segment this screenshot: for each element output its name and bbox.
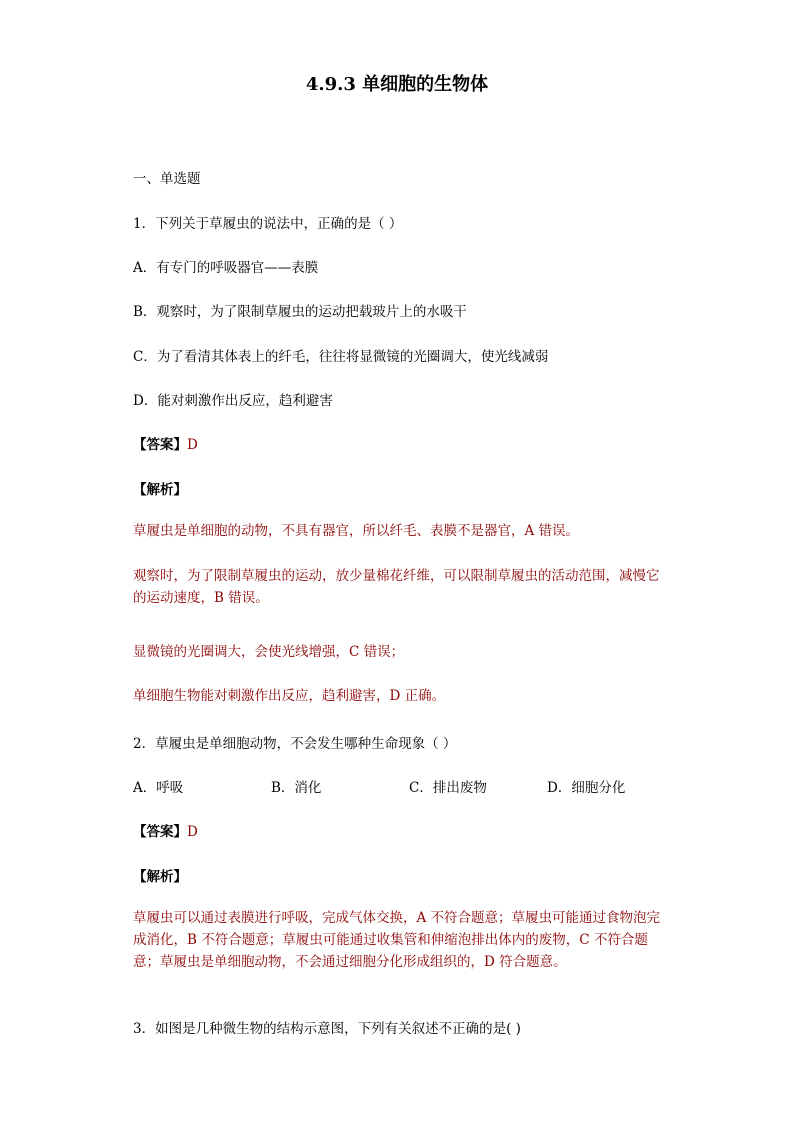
section-heading: 一、单选题 (133, 171, 201, 187)
question-2-analysis: 草履虫可以通过表膜进行呼吸，完成气体交换，A 不符合题意；草履虫可能通过食物泡完成消化，B 不符合题意；草履虫可能通过收集管和伸缩泡排出体内的废物，C 不符合题意；草履虫是单细胞动物，不会通过细胞分化形成组织的，D 符合题意。 (133, 910, 661, 970)
question-2-analysis-label: 【解析】 (133, 869, 187, 885)
answer-value: D (187, 824, 198, 840)
question-2-stem: 2．草履虫是单细胞动物，不会发生哪种生命现象（ ） (133, 736, 457, 752)
question-1-option-c: C．为了看清其体表上的纤毛，往往将显微镜的光圈调大，使光线减弱 (133, 349, 549, 365)
question-1-analysis-para-4: 单细胞生物能对刺激作出反应，趋利避害，D 正确。 (133, 688, 446, 704)
page-title: 4.9.3 单细胞的生物体 (305, 74, 489, 95)
question-1-analysis-label: 【解析】 (133, 482, 187, 498)
question-2-option-a: A．呼吸 (133, 780, 184, 796)
question-1-option-a: A．有专门的呼吸器官——表膜 (133, 260, 319, 276)
question-2-option-b: B．消化 (271, 780, 322, 796)
answer-value: D (187, 437, 198, 453)
question-1-option-b: B．观察时，为了限制草履虫的运动把载玻片上的水吸干 (133, 304, 467, 320)
question-1-stem: 1．下列关于草履虫的说法中，正确的是（ ） (133, 216, 403, 232)
question-2-option-c: C．排出废物 (409, 780, 487, 796)
question-1-analysis-para-2: 观察时，为了限制草履虫的运动，放少量棉花纤维，可以限制草履虫的活动范围，减慢它的运动速度，B 错误。 (133, 568, 660, 606)
question-1-answer (133, 433, 198, 453)
question-1-analysis-para-1: 草履虫是单细胞的动物，不具有器官，所以纤毛、表膜不是器官，A 错误。 (133, 523, 580, 539)
answer-label: 【答案】 (133, 437, 187, 453)
question-2-option-d: D．细胞分化 (547, 780, 626, 796)
answer-label: 【答案】 (133, 824, 187, 840)
question-1-option-d: D．能对刺激作出反应，趋利避害 (133, 393, 333, 409)
question-1-analysis-para-3: 显微镜的光圈调大，会使光线增强，C 错误； (133, 644, 405, 660)
question-2-answer (133, 820, 198, 840)
question-3-stem: 3．如图是几种微生物的结构示意图，下列有关叙述不正确的是( ) (133, 1021, 521, 1037)
